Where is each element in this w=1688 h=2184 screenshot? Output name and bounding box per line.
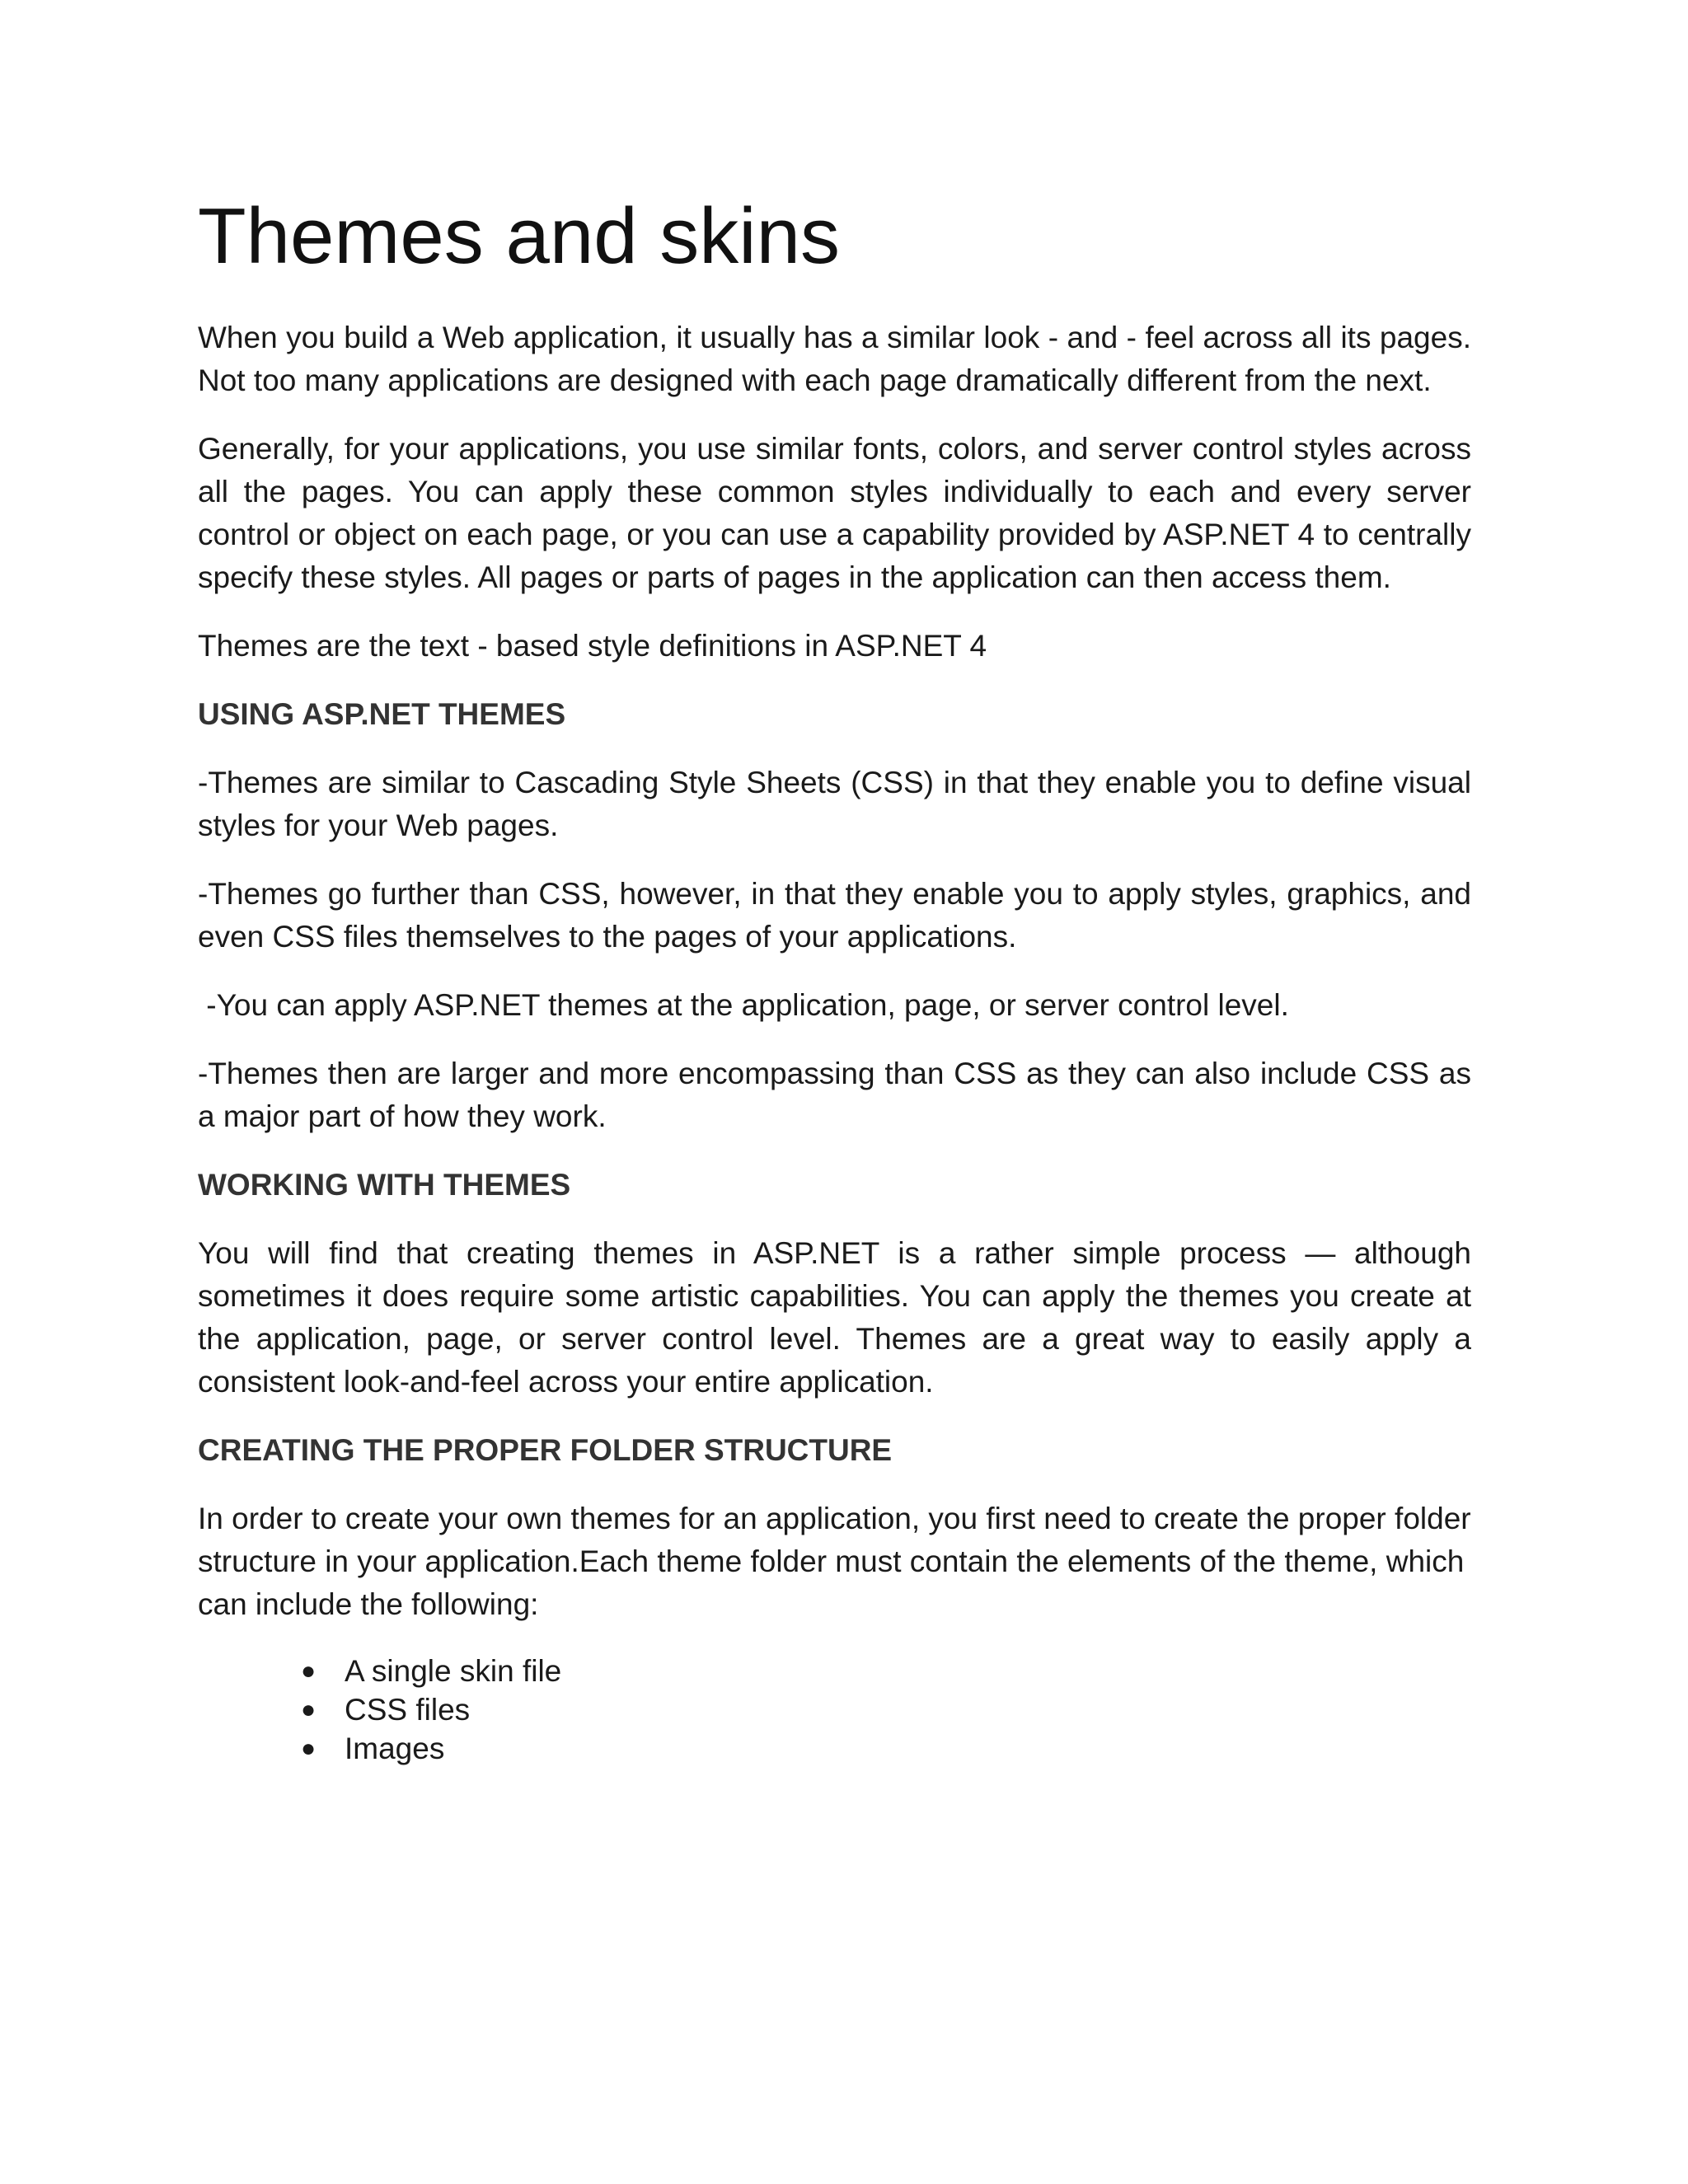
document-page	[198, 191, 1471, 1768]
intro-paragraph-3: Themes are the text - based style definitions in ASP.NET 4	[198, 629, 987, 663]
section-heading-using-themes: USING ASP.NET THEMES	[198, 697, 566, 732]
folder-structure-paragraph: In order to create your own themes for an application, you first need to create the proper folder structure in your application.Each theme folder must contain the elements of the theme, which can include the following:	[198, 1502, 1471, 1622]
section-heading-folder-structure: CREATING THE PROPER FOLDER STRUCTURE	[198, 1433, 893, 1468]
working-with-themes-paragraph: You will find that creating themes in ASP.NET is a rather simple process — although sometimes it does require some artistic capabilities. You can apply the themes you create at the application, page, or server control level. Themes are a great way to easily apply a consistent look-and-feel across your entire application.	[198, 1236, 1471, 1399]
themes-point-2: -Themes go further than CSS, however, in that they enable you to apply styles, graphics, and even CSS files themselves to the pages of your applications.	[198, 877, 1471, 954]
bullet-icon: ●	[301, 1696, 316, 1724]
themes-point-4: -Themes then are larger and more encompassing than CSS as they can also include CSS as a major part of how they work.	[198, 1057, 1471, 1134]
themes-point-3: -You can apply ASP.NET themes at the application, page, or server control level.	[198, 988, 1289, 1023]
list-item	[198, 1652, 1471, 1690]
intro-paragraph-1: When you build a Web application, it usually has a similar look - and - feel across all its pages. Not too many applications are designed with each page dramatically different from the next.	[198, 321, 1471, 398]
bullet-icon: ●	[301, 1735, 316, 1763]
intro-paragraph-2: Generally, for your applications, you use similar fonts, colors, and server control styles across all the pages. You can apply these common styles individually to each and every server control or object on each page, or you can use a capability provided by ASP.NET 4 to centrally specify these styles. All pages or parts of pages in the application can then access them.	[198, 432, 1471, 595]
themes-point-1: -Themes are similar to Cascading Style Sheets (CSS) in that they enable you to define visual styles for your Web pages.	[198, 766, 1471, 843]
list-item	[198, 1729, 1471, 1768]
list-item-label: CSS files	[345, 1693, 471, 1727]
list-item-label: A single skin file	[345, 1654, 562, 1689]
list-item-label: Images	[345, 1732, 445, 1766]
bullet-icon: ●	[301, 1657, 316, 1685]
page-title: Themes and skins	[198, 192, 841, 280]
section-heading-working-with-themes: WORKING WITH THEMES	[198, 1168, 571, 1202]
list-item	[198, 1690, 1471, 1729]
theme-elements-list	[198, 1652, 1471, 1768]
